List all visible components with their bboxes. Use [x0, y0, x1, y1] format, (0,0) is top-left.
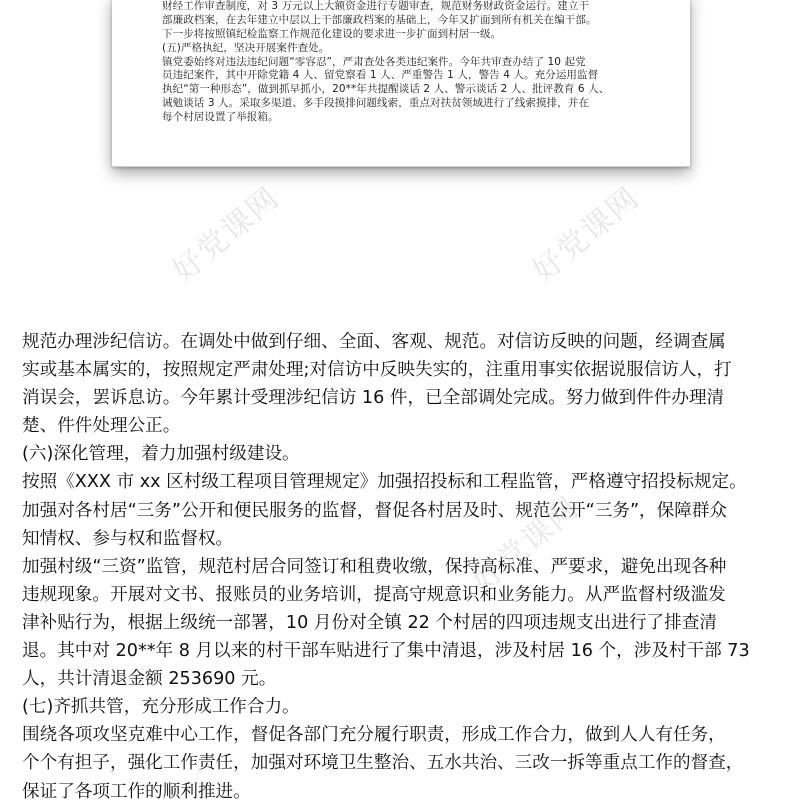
paragraph-line: 退。其中对 20**年 8 月以来的村干部车贴进行了集中清退，涉及村居 16 个，涉及村干部 73: [22, 641, 750, 662]
doc-line: 诫勉谈话 3 人。采取多渠道、多手段摸排问题线索，重点对扶贫领域进行了线索摸排，并在: [162, 97, 590, 110]
paragraph-line: 个个有担子，强化工作责任，加强对环境卫生整治、五水共治、三改一拆等重点工作的督查，: [22, 753, 744, 774]
doc-section-heading: (五)严格执纪，坚决开展案件查处。: [162, 41, 330, 54]
doc-line: 财经工作审查制度，对 3 万元以上大额资金进行专题审查，规范财务财政资金运行。建立干: [162, 0, 590, 12]
paragraph-line: 加强村级“三资”监管，规范村居合同签订和租费收缴，保持高标准、严要求，避免出现各种: [22, 556, 727, 577]
embedded-document-text: [162, 0, 662, 125]
paragraph-line: 加强对各村居“三务”公开和便民服务的监督，督促各村居及时、规范公开“三务”，保障群众: [22, 500, 728, 521]
doc-line: 执纪“第一种形态”，做到抓早抓小，20**年共提醒谈话 2 人、警示谈话 2 人、批评教育 6 人、: [162, 83, 610, 96]
paragraph-line: 楚、件件处理公正。: [22, 416, 181, 437]
paragraph-line: 实或基本属实的，按照规定严肃处理;对信访中反映失实的，注重用事实依据说服信访人，打: [22, 360, 732, 381]
doc-line: 员违纪案件，其中开除党籍 4 人、留党察看 1 人、严重警告 1 人，警告 4 人。充分运用监督: [162, 69, 599, 82]
doc-line: 镇党委始终对违法违纪问题“零容忍”，严肃查处各类违纪案件。今年共审查办结了 10 起党: [162, 55, 586, 68]
doc-line: 下一步将按照镇纪检监察工作规范化建设的要求进一步扩面到村居一级。: [162, 27, 502, 40]
paragraph-line: 违规现象。开展对文书、报账员的业务培训，提高守规意识和业务能力。从严监督村级滥发: [22, 584, 726, 605]
doc-line: 每个村居设置了举报箱。: [162, 111, 279, 124]
paragraph-line: 津补贴行为，根据上级统一部署，10 月份对全镇 22 个村居的四项违规支出进行了排查清: [22, 612, 717, 633]
paragraph-line: 知情权、参与权和监督权。: [22, 528, 234, 549]
doc-line: 部廉政档案，在去年建立中层以上干部廉政档案的基础上，今年又扩面到所有机关在编干部。: [162, 13, 597, 26]
paragraph-line: 人，共计清退金额 253690 元。: [22, 669, 277, 690]
embedded-document-image: [112, 0, 690, 167]
paragraph-line: 按照《XXX 市 xx 区村级工程项目管理规定》加强招投标和工程监管，严格遵守招投标规定。: [22, 472, 747, 493]
paragraph-line: 消误会，罢诉息访。今年累计受理涉纪信访 16 件，已全部调处完成。努力做到件件办理清: [22, 388, 725, 409]
paragraph-line: 规范办理涉纪信访。在调处中做到仔细、全面、客观、规范。对信访反映的问题，经调查属: [22, 332, 726, 352]
watermark: 好党课网: [465, 490, 587, 600]
paragraph-line: 围绕各项攻坚克难中心工作，督促各部门充分履行职责，形成工作合力，做到人人有任务，: [22, 725, 726, 746]
body-text: [22, 328, 782, 800]
paragraph-line: 保证了各项工作的顺利推进。: [22, 781, 251, 800]
section-heading-7: (七)齐抓共管，充分形成工作合力。: [22, 697, 300, 718]
section-heading-6: (六)深化管理，着力加强村级建设。: [22, 444, 300, 465]
watermark: 好党课网: [525, 180, 647, 290]
watermark: 好党课网: [165, 180, 287, 290]
